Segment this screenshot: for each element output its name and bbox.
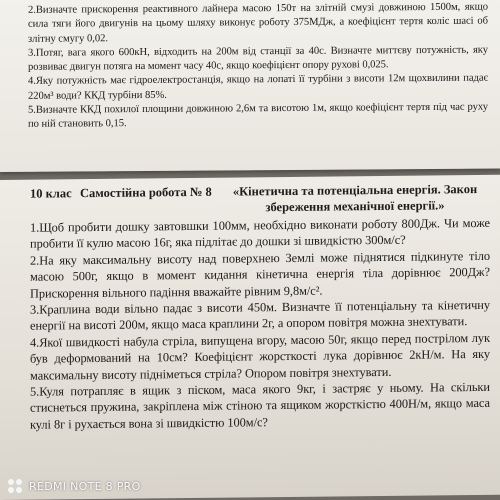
problem-bottom-5: 5.Куля потрапляє в ящик з піском, маса якого 9кг, і застряє у ньому. На скільки стиснеться пружина, закріплена між стіною та ящиком жорсткістю 400Н/м, якщо маса кулі 8г і рухається вона зі швидкістю 100м/с? [30, 379, 490, 432]
problem-top-3: 3.Потяг, вага якого 600кН, відходить на 200м від станції за 40с. Визначте миттєву потужність, яку розвиває двигун потяга на момент часу 40с, якщо коефіцієнт опору руховi 0,025. [28, 44, 488, 73]
quad-camera-icon [8, 479, 23, 494]
top-worksheet [0, 0, 500, 172]
problem-bottom-3: 3.Краплина води вільно падає з висоти 450м. Визначте її потенціальну та кінетичну енергії на висоті 200м, якщо маса краплини 2г, а опором повітря можна знехтувати. [30, 297, 490, 334]
grade-label: 10 клас [30, 186, 72, 201]
watermark-text: REDMI NOTE 8 PRO [29, 480, 141, 493]
problem-bottom-2: 2.На яку максимальну висоту над поверхнею Землі може піднятися підкинуте тіло масою 500г, якщо в момент кидання кінетична енергія тіла дорівнює 200Дж? Прискорення вільного падіння вважайте рівним 9,8м/с². [30, 248, 490, 301]
bottom-worksheet [0, 175, 500, 500]
work-number: Самостійна робота № 8 [80, 184, 212, 201]
worksheet-heading [30, 181, 490, 218]
worksheet-topic: «Кінетична та потенціальна енергія. Закон збереження механічної енергії.» [232, 182, 478, 215]
problem-top-2: 2.Визначте прискорення реактивного лайнера масою 150т на злітній смузі довжиною 1500м, якщо сила тяги його двигунів на цьому шляху виконує роботу 375МДж, а коефіцієнт тертя коліс шасі об злітну смугу 0,02. [28, 1, 488, 45]
problem-bottom-4: 4.Якої швидкості набула стріла, випущена вгору, масою 50г, якщо перед пострілом лук був деформований на 10см? Коефіцієнт жорсткості лука дорівнює 2кН/м. На яку максимальну висоту підніметься стріла? Опором повітря знехтувати. [30, 330, 490, 383]
problem-top-4: 4.Яку потужність має гідроелектростанція, якщо на лопаті її турбіни з висоти 12м щохвилини падає 220м³ води? ККД турбіни 85%. [28, 73, 488, 102]
camera-watermark [8, 479, 141, 494]
problem-bottom-1: 1.Щоб пробити дошку завтовшки 100мм, необхідно виконати роботу 800Дж. Чи може пробити її кулю масою 16г, яка підлітає до дошки зі швидкістю 300м/с? [30, 215, 490, 252]
problem-top-5: 5.Визначте ККД похилої площини довжиною 2,6м та висотою 1м, якщо коефіцієнт тертя під час руху по ній становить 0,15. [28, 101, 488, 131]
